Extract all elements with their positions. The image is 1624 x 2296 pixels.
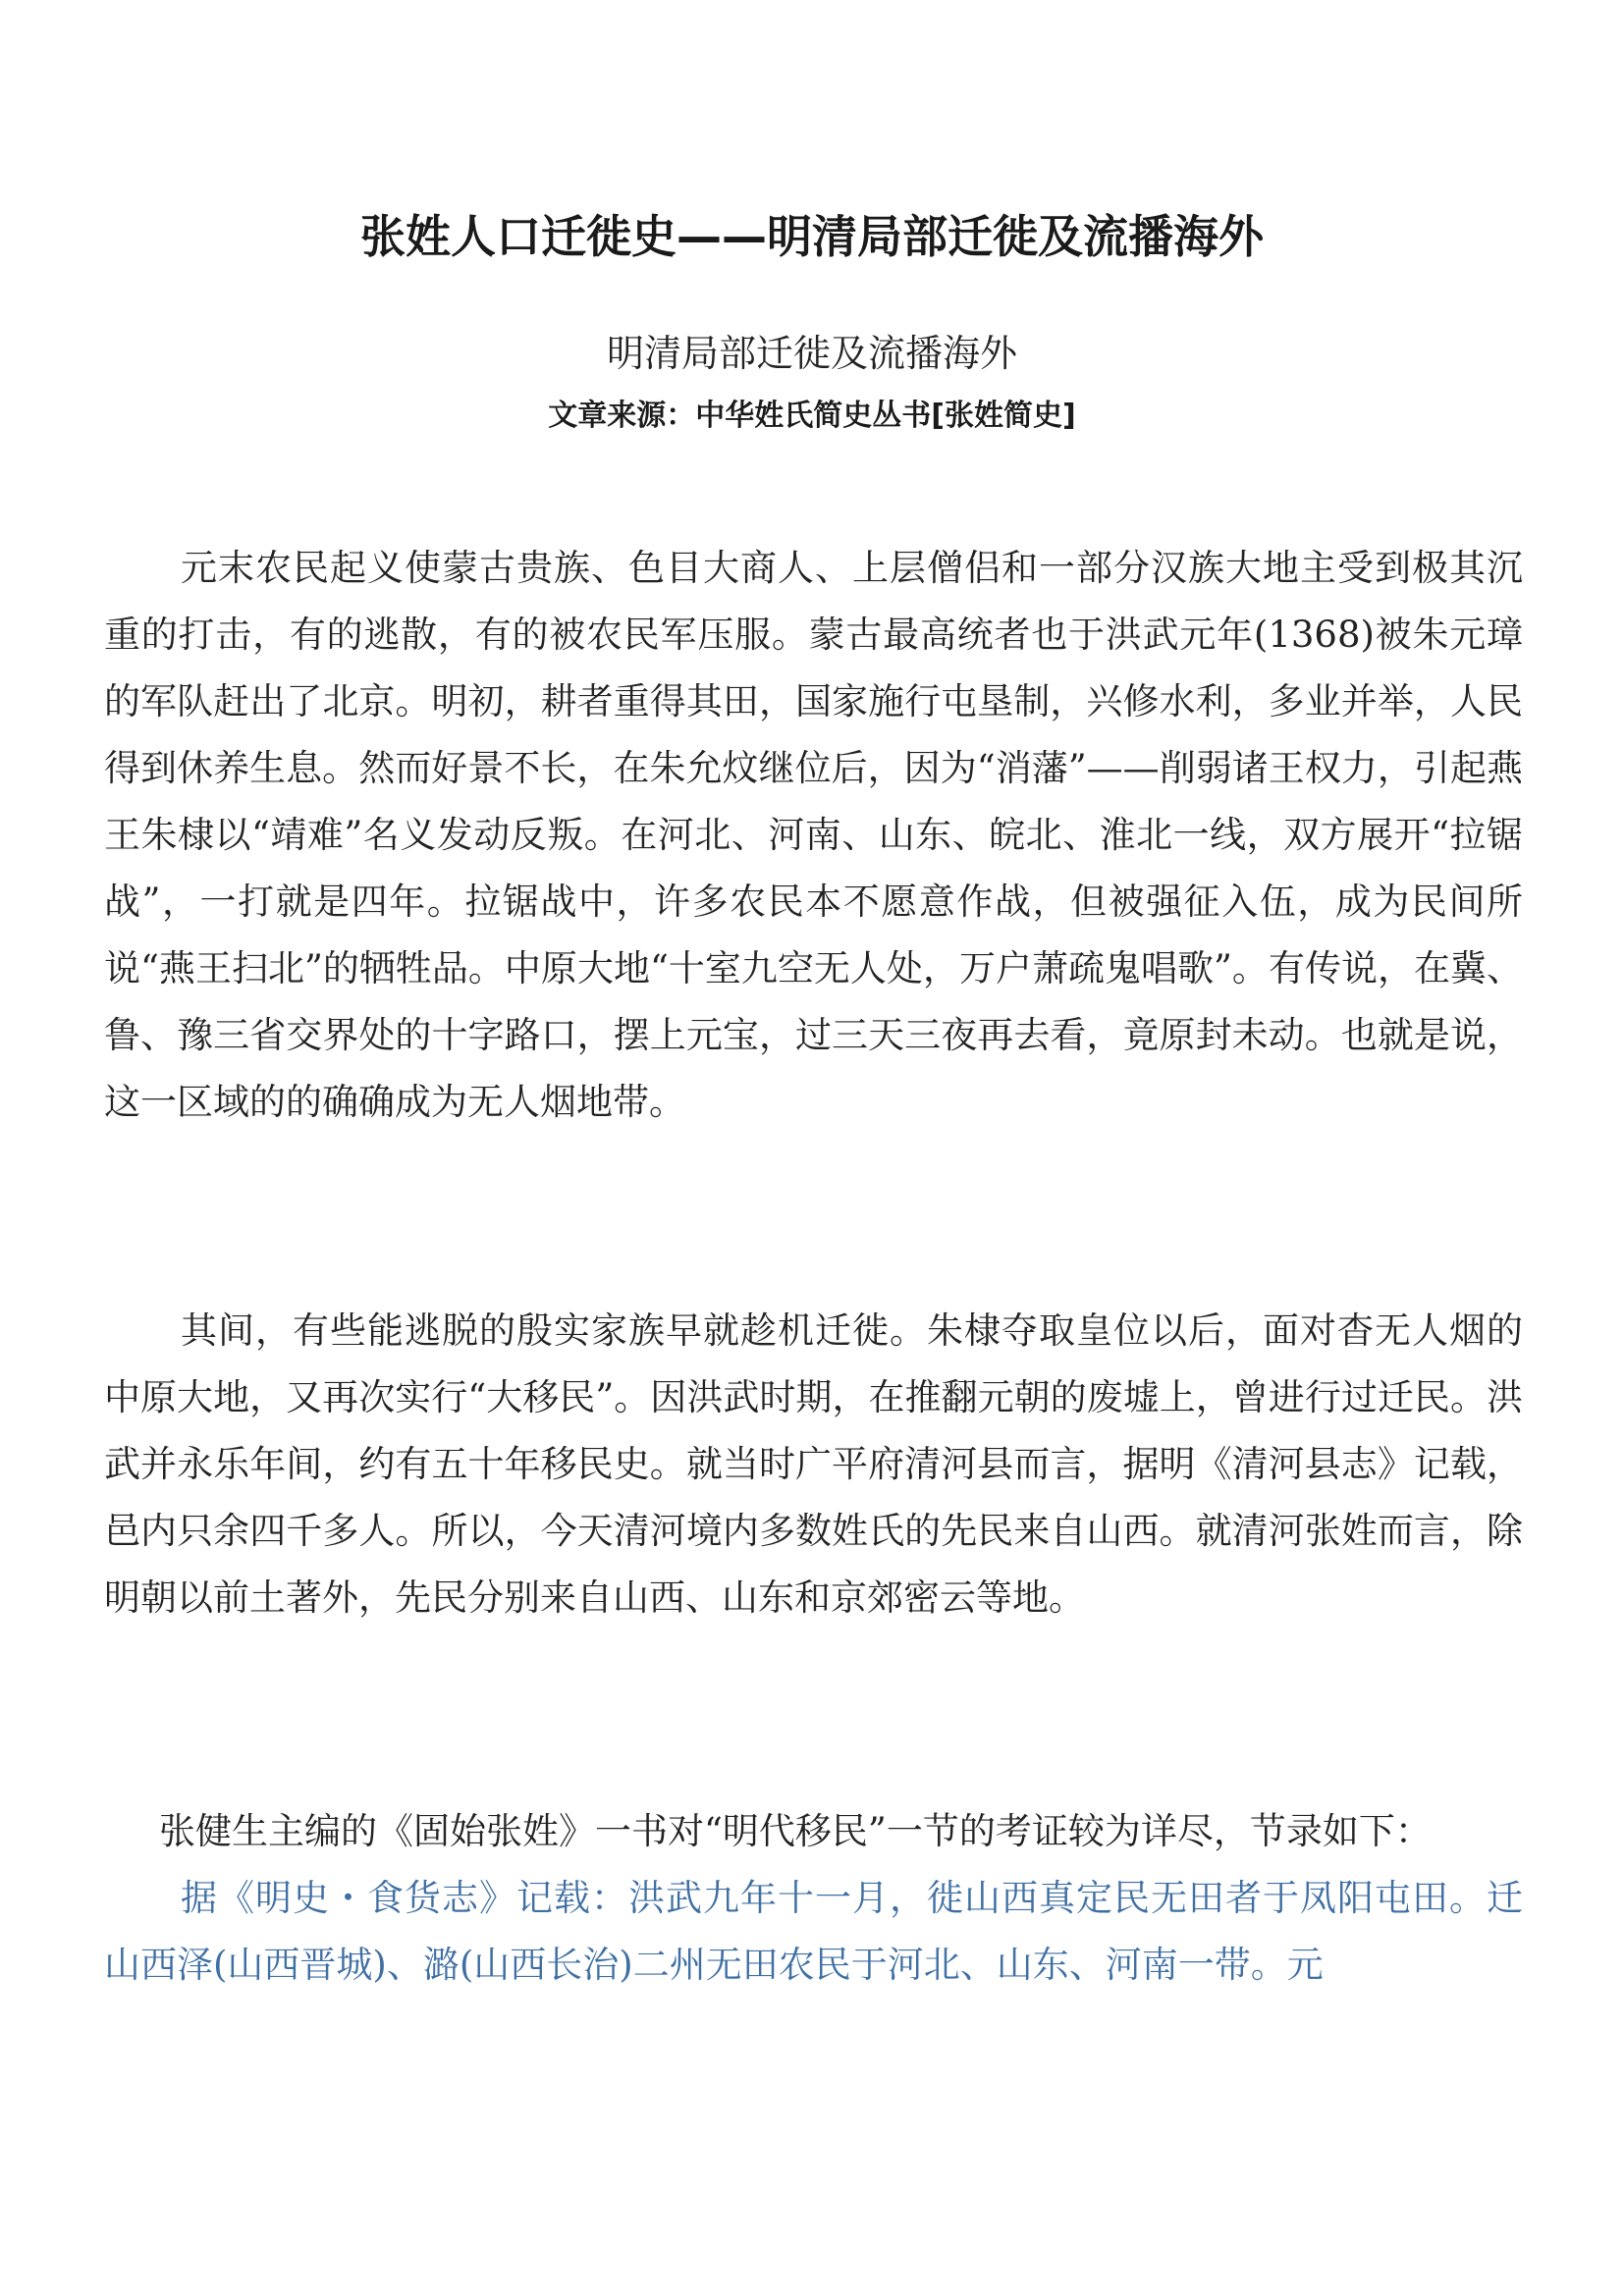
subtitle: 明清局部迁徙及流播海外 bbox=[606, 332, 1017, 375]
article-source: 文章来源：中华姓氏简史丛书[张姓简史] bbox=[548, 399, 1076, 433]
paragraph-2: 其间，有些能逃脱的殷实家族早就趁机迁徙。朱棣夺取皇位以后，面对杳无人烟的中原大地，又再次实行“大移民”。因洪武时期，在推翻元朝的废墟上，曾进行过迁民。洪武并永乐年间，约有五十年移民史。就当时广平府清河县而言，据明《清河县志》记载，邑内只余四千多人。所以，今天清河境内多数姓氏的先民来自山西。就清河张姓而言，除明朝以前土著外，先民分别来自山西、山东和京郊密云等地。 bbox=[104, 1309, 1523, 1619]
page-title: 张姓人口迁徙史——明清局部迁徙及流播海外 bbox=[360, 210, 1264, 263]
paragraph-3: 张健生主编的《固始张姓》一书对“明代移民”一节的考证较为详尽，节录如下： bbox=[159, 1810, 1432, 1852]
paragraph-1: 元末农民起义使蒙古贵族、色目大商人、上层僧侣和一部分汉族大地主受到极其沉重的打击，有的逃散，有的被农民军压服。蒙古最高统者也于洪武元年(1368)被朱元璋的军队赶出了北京。明初，耕者重得其田，国家施行屯垦制，兴修水利，多业并举，人民得到休养生息。然而好景不长，在朱允炆继位后，因为“消藩”——削弱诸王权力，引起燕王朱棣以“靖难”名义发动反叛。在河北、河南、山东、皖北、淮北一线，双方展开“拉锯战”，一打就是四年。拉锯战中，许多农民本不愿意作战，但被强征入伍，成为民间所说“燕王扫北”的牺牲品。中原大地“十室九空无人处，万户萧疏鬼唱歌”。有传说，在冀、鲁、豫三省交界处的十字路口，摆上元宝，过三天三夜再去看，竟原封未动。也就是说，这一区域的的确确成为无人烟地带。 bbox=[104, 547, 1523, 1123]
quoted-paragraph: 据《明史・食货志》记载：洪武九年十一月，徙山西真定民无田者于凤阳屯田。迁山西泽(山西晋城)、潞(山西长治)二州无田农民于河北、山东、河南一带。元 bbox=[104, 1877, 1523, 1986]
